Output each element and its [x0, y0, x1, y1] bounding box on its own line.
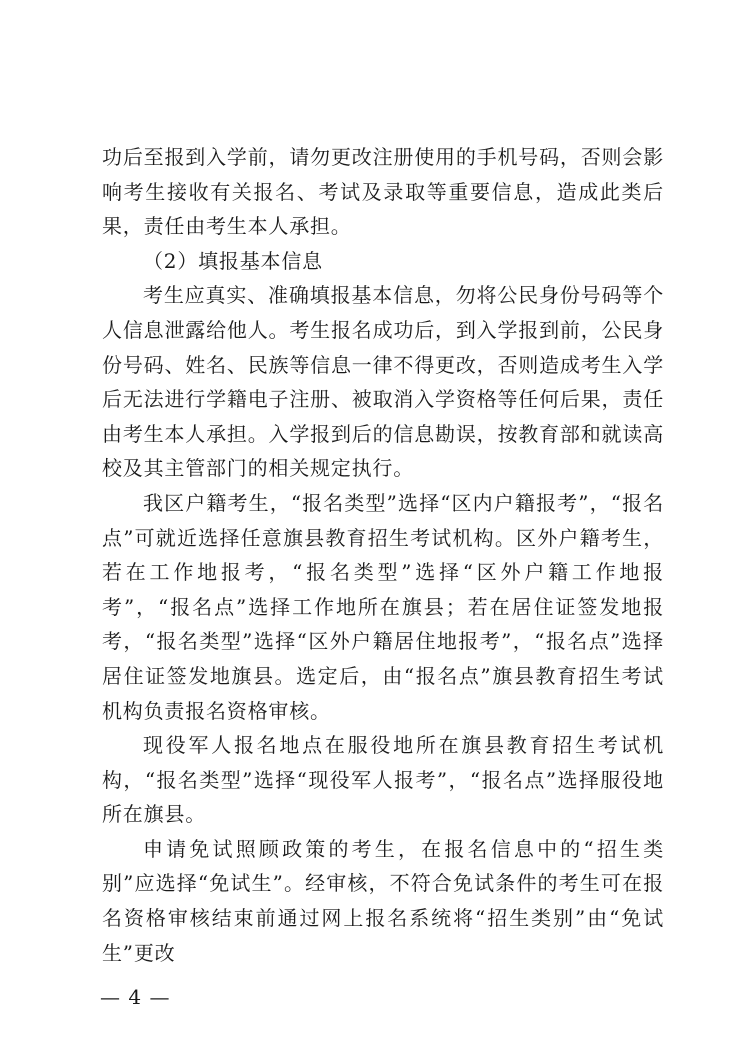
page-number: — 4 — — [100, 985, 171, 1009]
paragraph-exemption: 申请免试照顾政策的考生，在报名信息中的“招生类别”应选择“免试生”。经审核，不符合免试条件的考生可在报名资格审核结束前通过网上报名系统将“招生类别”由“免试生”更改 — [102, 836, 664, 965]
paragraph-registration-type: 我区户籍考生，“报名类型”选择“区内户籍报考”，“报名点”可就近选择任意旗县教育招生考试机构。区外户籍考生，若在工作地报考，“报名类型”选择“区外户籍工作地报考”，“报名点”选择工作地所在旗县；若在居住证签发地报考，“报名类型”选择“区外户籍居住地报考”，“报名点”选择居住证签发地旗县。选定后，由“报名点”旗县教育招生考试机构负责报名资格审核。 — [102, 490, 664, 723]
paragraph-military: 现役军人报名地点在服役地所在旗县教育招生考试机构，“报名类型”选择“现役军人报考”，“报名点”选择服役地所在旗县。 — [102, 733, 664, 827]
section-subheading: （2）填报基本信息 — [143, 248, 323, 273]
paragraph-continuation: 功后至报到入学前，请勿更改注册使用的手机号码，否则会影响考生接收有关报名、考试及录取等重要信息，造成此类后果，责任由考生本人承担。 — [102, 145, 664, 239]
body-text — [102, 140, 664, 970]
paragraph-basic-info: 考生应真实、准确填报基本信息，勿将公民身份号码等个人信息泄露给他人。考生报名成功后，到入学报到前，公民身份号码、姓名、民族等信息一律不得更改，否则造成考生入学后无法进行学籍电子注册、被取消入学资格等任何后果，责任由考生本人承担。入学报到后的信息勘误，按教育部和就读高校及其主管部门的相关规定执行。 — [102, 283, 664, 481]
